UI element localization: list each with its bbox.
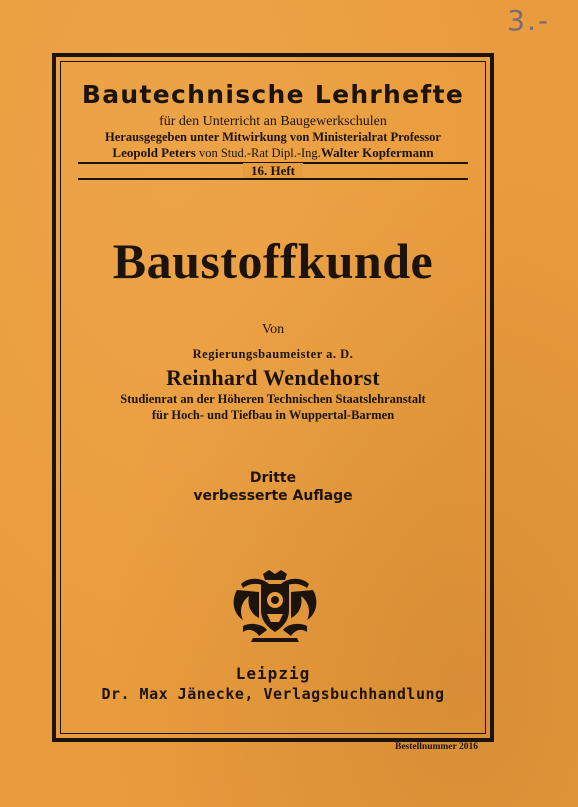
author-position-line-1: Studienrat an der Höheren Technischen Staatslehranstalt [120,392,426,406]
by-label: Von [261,322,285,337]
publisher-emblem-icon [229,570,321,646]
series-editor-line: Herausgegeben unter Mitwirkung von Ministerialrat Professor [105,130,441,144]
imprint-city: Leipzig [235,664,311,683]
author-name: Reinhard Wendehorst [166,365,380,390]
series-subtitle: für den Unterricht an Baugewerkschulen [159,114,387,129]
editor-name-2: Walter Kopfermann [320,145,434,160]
editor-mid-text: von Stud.-Rat Dipl.-Ing. [195,146,321,160]
edition-line-1: Dritte [249,470,297,486]
series-divider-bottom [78,178,468,180]
series-editors [60,145,486,161]
editor-name-1: Leopold Peters [112,145,196,160]
order-number: Bestellnummer 2016 [395,742,478,752]
author-position-line-2: für Hoch- und Tiefbau in Wuppertal-Barmen [151,408,395,422]
author-title: Regierungsbaumeister a. D. [192,347,354,361]
issue-label: 16. Heft [243,163,303,178]
issue-number [60,163,486,179]
edition-line-2: verbesserte Auflage [193,488,353,504]
imprint-publisher: Dr. Max Jänecke, Verlagsbuchhandlung [101,685,445,703]
handwritten-price-note: 3.- [507,4,550,37]
series-title: Bautechnische Lehrhefte [81,80,465,109]
book-title: Baustoffkunde [112,233,434,289]
